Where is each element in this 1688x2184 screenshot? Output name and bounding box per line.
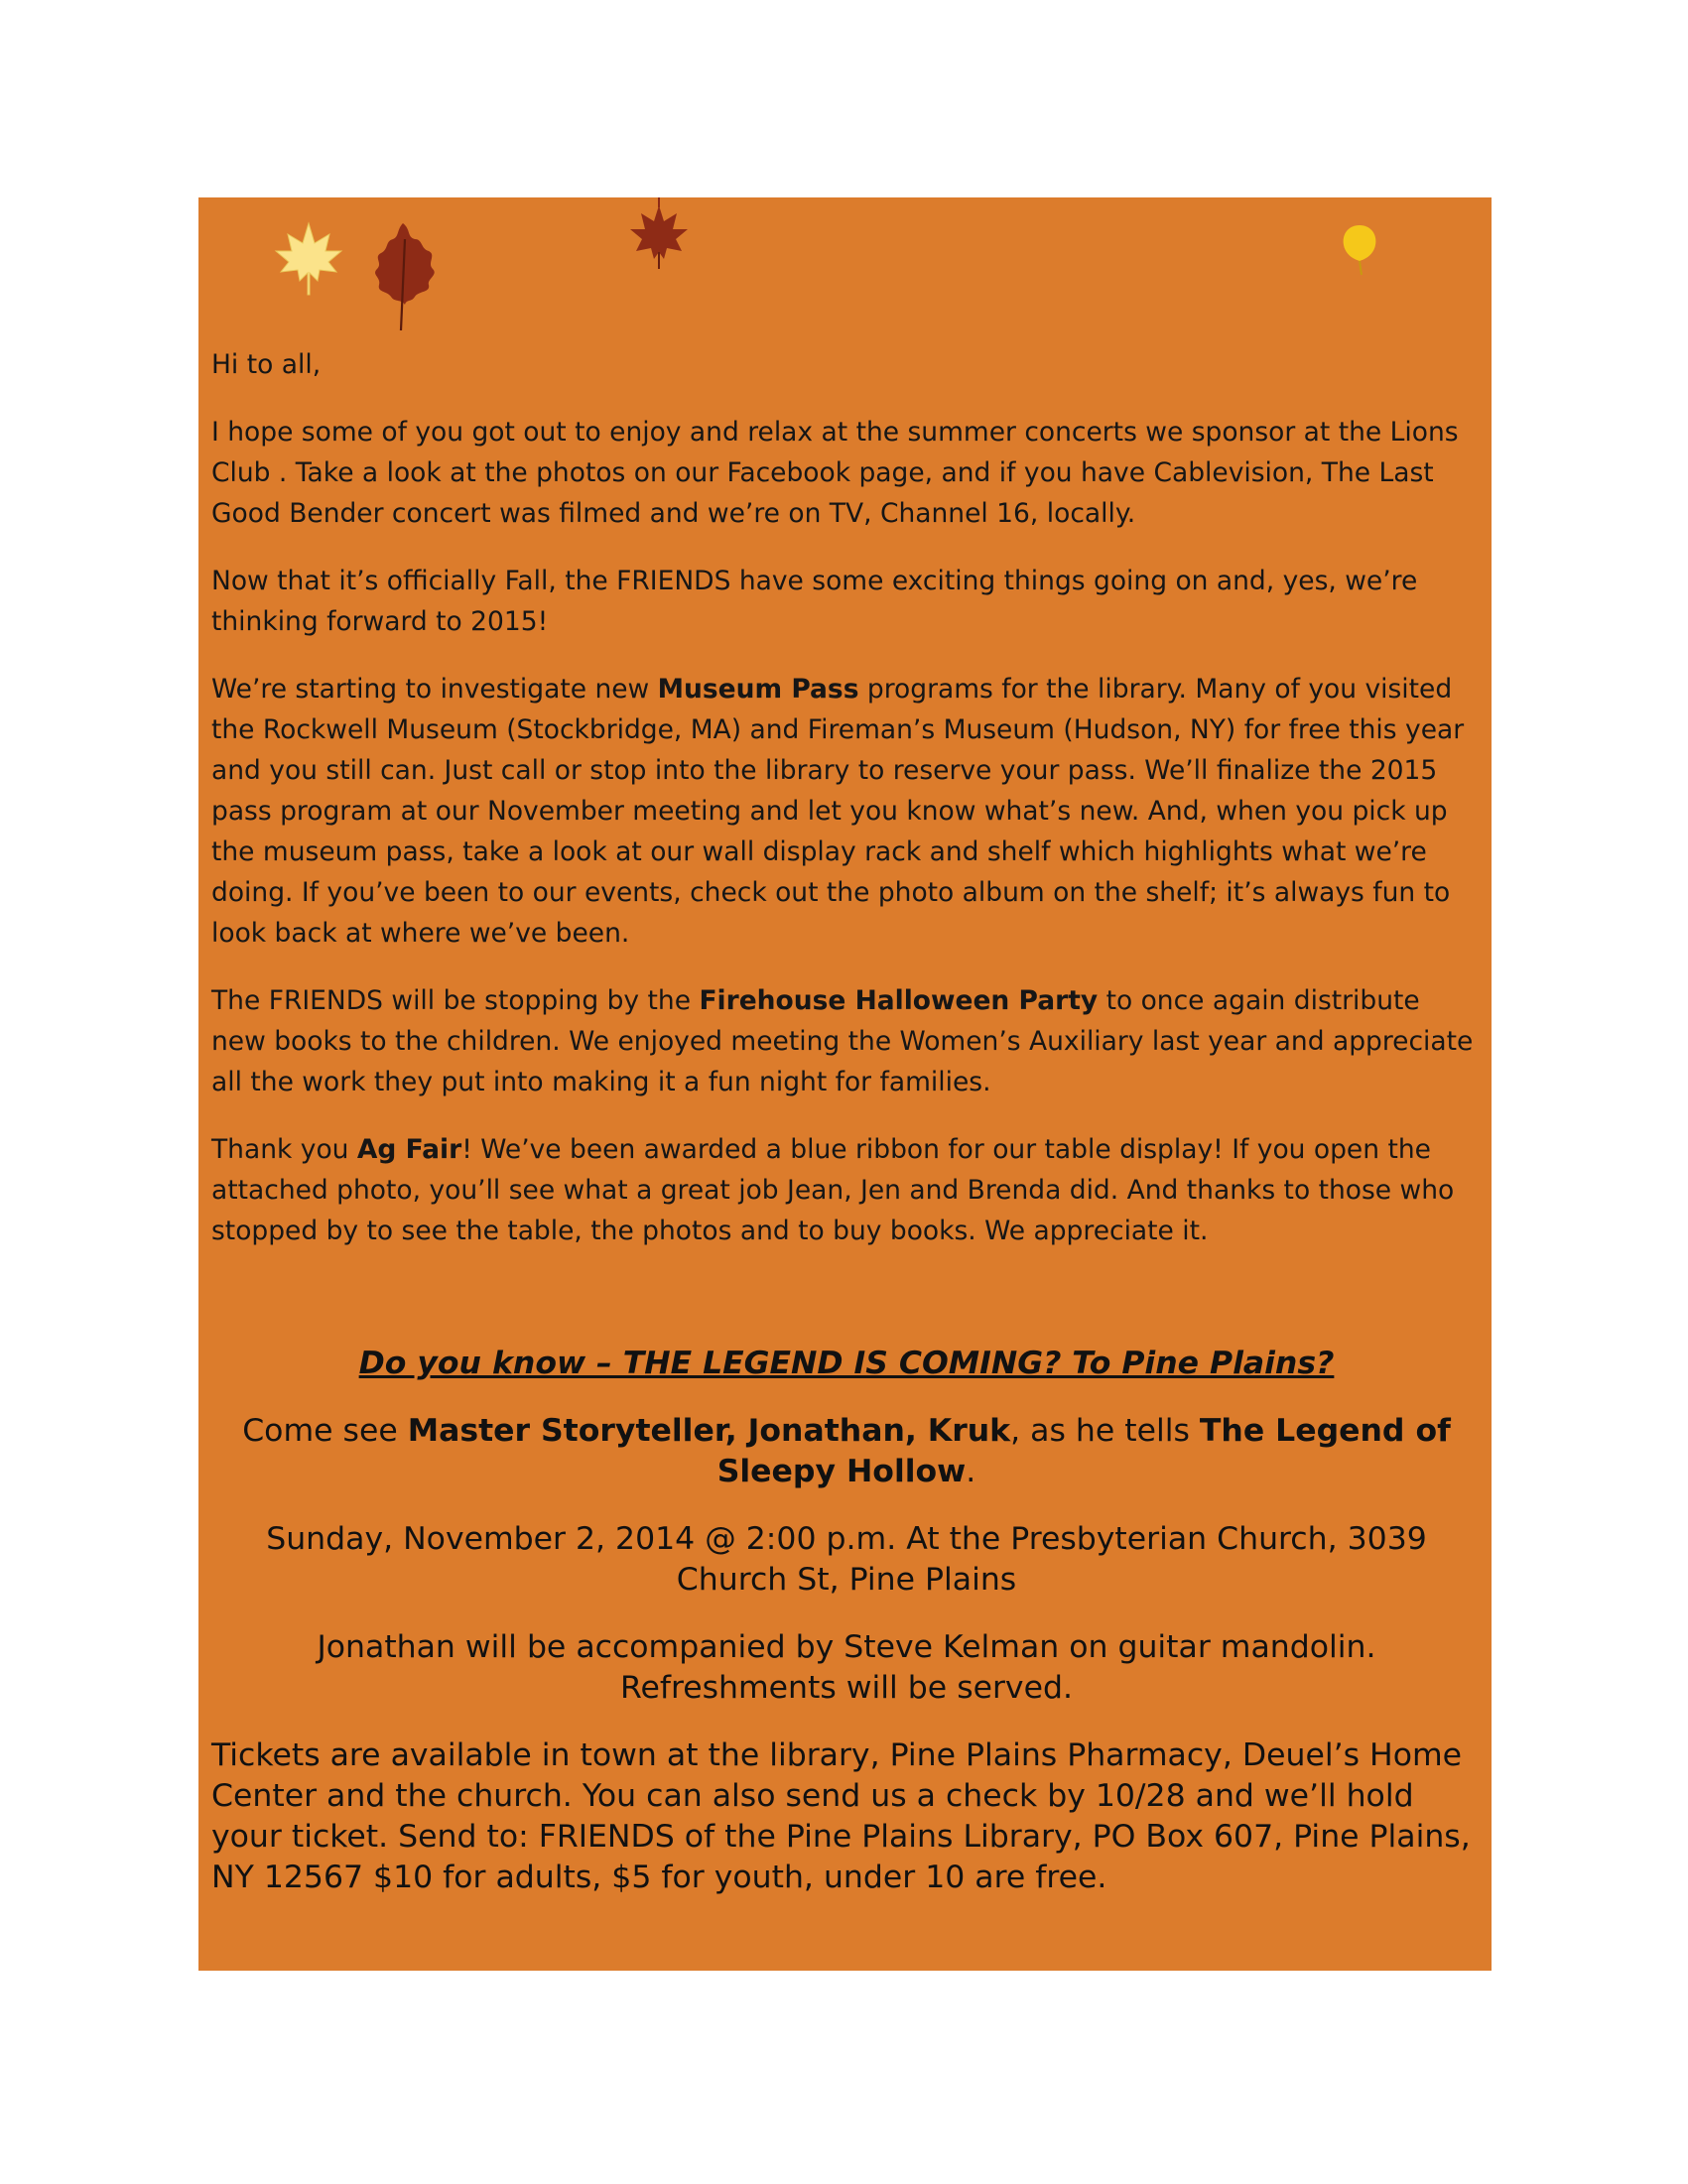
fall-paragraph: Now that it’s officially Fall, the FRIENDS have some exciting things going on and, yes, we’re thinking forward to 2015! [211,566,1418,637]
halloween-paragraph: The FRIENDS will be stopping by the Firehouse Halloween Party to once again distribute new books to the children. We enjoyed meeting the Women’s Auxiliary last year and appreciate all the work they put into making it a fun night for families. [211,985,1474,1097]
ticket-info: Tickets are available in town at the library, Pine Plains Pharmacy, Deuel’s Home Center and the church. You can also send us a check by 10/28 and we’ll hold your ticket. Send to: FRIENDS of the Pine Plains Library, PO Box 607, Pine Plains, NY 12567 $10 for adults, $5 for youth, under 10 are free. [211,1737,1471,1895]
ag-fair-paragraph: Thank you Ag Fair! We’ve been awarded a blue ribbon for our table display! If you open the attached photo, you’ll see what a great job Jean, Jen and Brenda did. And thanks to those who stopped by to see the table, the photos and to buy books. We appreciate it. [211,1134,1455,1246]
museum-pass-paragraph: We’re starting to investigate new Museum Pass programs for the library. Many of you visited the Rockwell Museum (Stockbridge, MA) and Fireman’s Museum (Hudson, NY) for free this year and you still can. Just call or stop into the library to reserve your pass. We’ll finalize the 2015 pass program at our November meeting and let you know what’s new. And, when you pick up the museum pass, take a look at our wall display rack and shelf which highlights what we’re doing. If you’ve been to our events, check out the photo album on the shelf; it’s always fun to look back at where we’ve been. [211,674,1465,949]
event-announcement [211,1344,1482,1925]
concerts-paragraph: I hope some of you got out to enjoy and relax at the summer concerts we sponsor at the Lions Club . Take a look at the photos on our Facebook page, and if you have Cablevision, The Last Good Bender concert was filmed and we’re on TV, Channel 16, locally. [211,417,1459,529]
pale-yellow-maple-leaf-icon [274,221,343,297]
letter-body [211,344,1482,1278]
newsletter-panel [198,197,1492,1971]
storyteller-line: Come see Master Storyteller, Jonathan, Kruk, as he tells The Legend of Sleepy Hollow. [242,1413,1451,1489]
greeting: Hi to all, [211,349,322,380]
red-oak-leaf-icon [365,219,445,333]
event-music-note: Jonathan will be accompanied by Steve Kelman on guitar mandolin. Refreshments will be served. [317,1629,1376,1706]
event-headline: Do you know – THE LEGEND IS COMING? To Pine Plains? [358,1346,1335,1381]
event-date-location: Sunday, November 2, 2014 @ 2:00 p.m. At the Presbyterian Church, 3039 Church St, Pine Plains [266,1521,1427,1598]
yellow-round-leaf-icon [1338,221,1381,277]
red-maple-leaf-icon [627,197,691,271]
